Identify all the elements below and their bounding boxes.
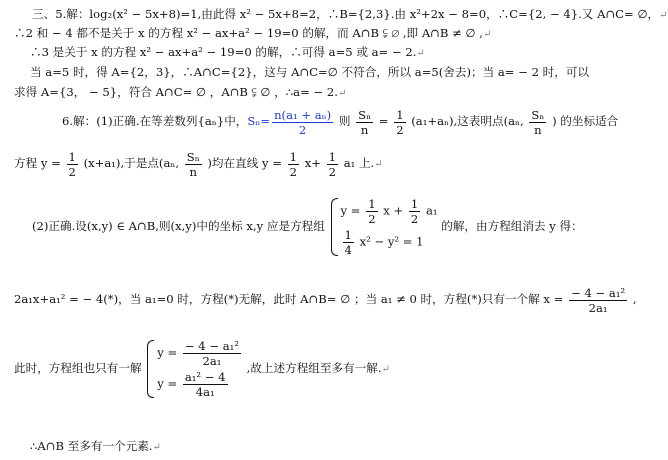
fraction: $\frac{\text{Sₙ}}{n}$ [186,149,200,179]
equation-row: y = $\frac{\text{a₁² − 4}}{\text{4a₁}}$ [157,370,226,399]
line-9: 2a₁x+a₁² = − 4(*)，当 a₁=0 时，方程(*)无解，此时 A∩B= ∅ ；当 a₁ ≠ 0 时，方程(*)只有一个解 x = $\frac{\text{− 4 − a₁²}}{\text{2a₁}}$ , [14,285,637,315]
line-1: 三、5.解：log₂(x² − 5x+8)=1,由此得 x² − 5x+8=2，∴B={2,3}.由 x²+2x − 8=0，∴C={2, − 4}.又 A∩C= ∅，↵ [32,7,668,21]
fraction: $\frac{1}{2}$ [289,149,298,179]
fraction: $\frac{\text{n(a₁ + aₙ)}}{2}$ [274,107,332,137]
line-7: 方程 y = $\frac{1}{2}$ (x+a₁),于是点(aₙ, $\frac{\text{Sₙ}}{n}$ )均在直线 y = $\frac{1}{2}$ x+ $\frac{1}{2}$ a₁ 上.↵ [14,149,383,179]
fraction: $\frac{1}{2}$ [396,107,404,137]
equation-system [145,338,243,400]
fraction: $\frac{1}{2}$ [68,149,76,179]
line-8: (2)正确.设(x,y) ∈ A∩B,则(x,y)中的坐标 x,y 应是方程组 y = $\frac{1}{2}$ x + $\frac{1}{2}$ a₁ $\frac{1}{4}$ x² − y² = 1 的解，由方程组消去 y 得： [32,197,583,257]
brace [331,198,338,256]
line-10: 此时，方程组也只有一解 y = $\frac{\text{− 4 − a₁²}}{\text{2a₁}}$ y = $\frac{\text{a₁² − 4}}{\text{4a₁}}$ ,故上述方程组至多有一解.↵ [14,339,390,399]
fraction: $\frac{\text{− 4 − a₁²}}{\text{2a₁}}$ [571,285,626,315]
brace [147,340,154,398]
fraction: $\frac{1}{2}$ [328,149,337,179]
equation-row: y = $\frac{1}{2}$ x + $\frac{1}{2}$ a₁ [340,197,438,226]
equation-row: $\frac{1}{4}$ x² − y² = 1 [344,228,424,257]
line-2: ∴2 和 − 4 都不是关于 x 的方程 x² − ax+a² − 19=0 的解，而 A∩B ⫋ ∅ ,即 A∩B ≠ ∅ ,↵ [14,26,492,40]
fraction: $\frac{\text{Sₙ}}{n}$ [358,107,372,137]
equation-row: y = $\frac{\text{− 4 − a₁²}}{\text{2a₁}}$ [157,339,239,368]
fraction: $\frac{\text{Sₙ}}{n}$ [531,107,545,137]
line-11: ∴A∩B 至多有一个元素.↵ [30,439,161,453]
line-5: 求得 A={3， − 5}，符合 A∩C= ∅ ，A∩B ⫋ ∅ ，∴a= − 2.↵ [14,85,347,99]
line-3: ∴3 是关于 x 的方程 x² − ax+a² − 19=0 的解，∴可得 a=5 或 a= − 2.↵ [30,45,425,59]
equation-system [329,196,438,258]
line-4: 当 a=5 时，得 A={2，3}，∴A∩C={2}，这与 A∩C=∅ 不符合，所以 a=5(舍去)；当 a= − 2 时，可以 [30,65,590,79]
line-6: 6.解：(1)正确.在等差数列{aₙ}中，Sₙ= $\frac{\text{n(a₁ + aₙ)}}{2}$ 则 $\frac{\text{Sₙ}}{n}$ = $\frac{1}{2}$ (a₁+aₙ),这表明点(aₙ, $\frac{\text{Sₙ}}{n}$ ) 的坐标适合 [62,107,619,137]
